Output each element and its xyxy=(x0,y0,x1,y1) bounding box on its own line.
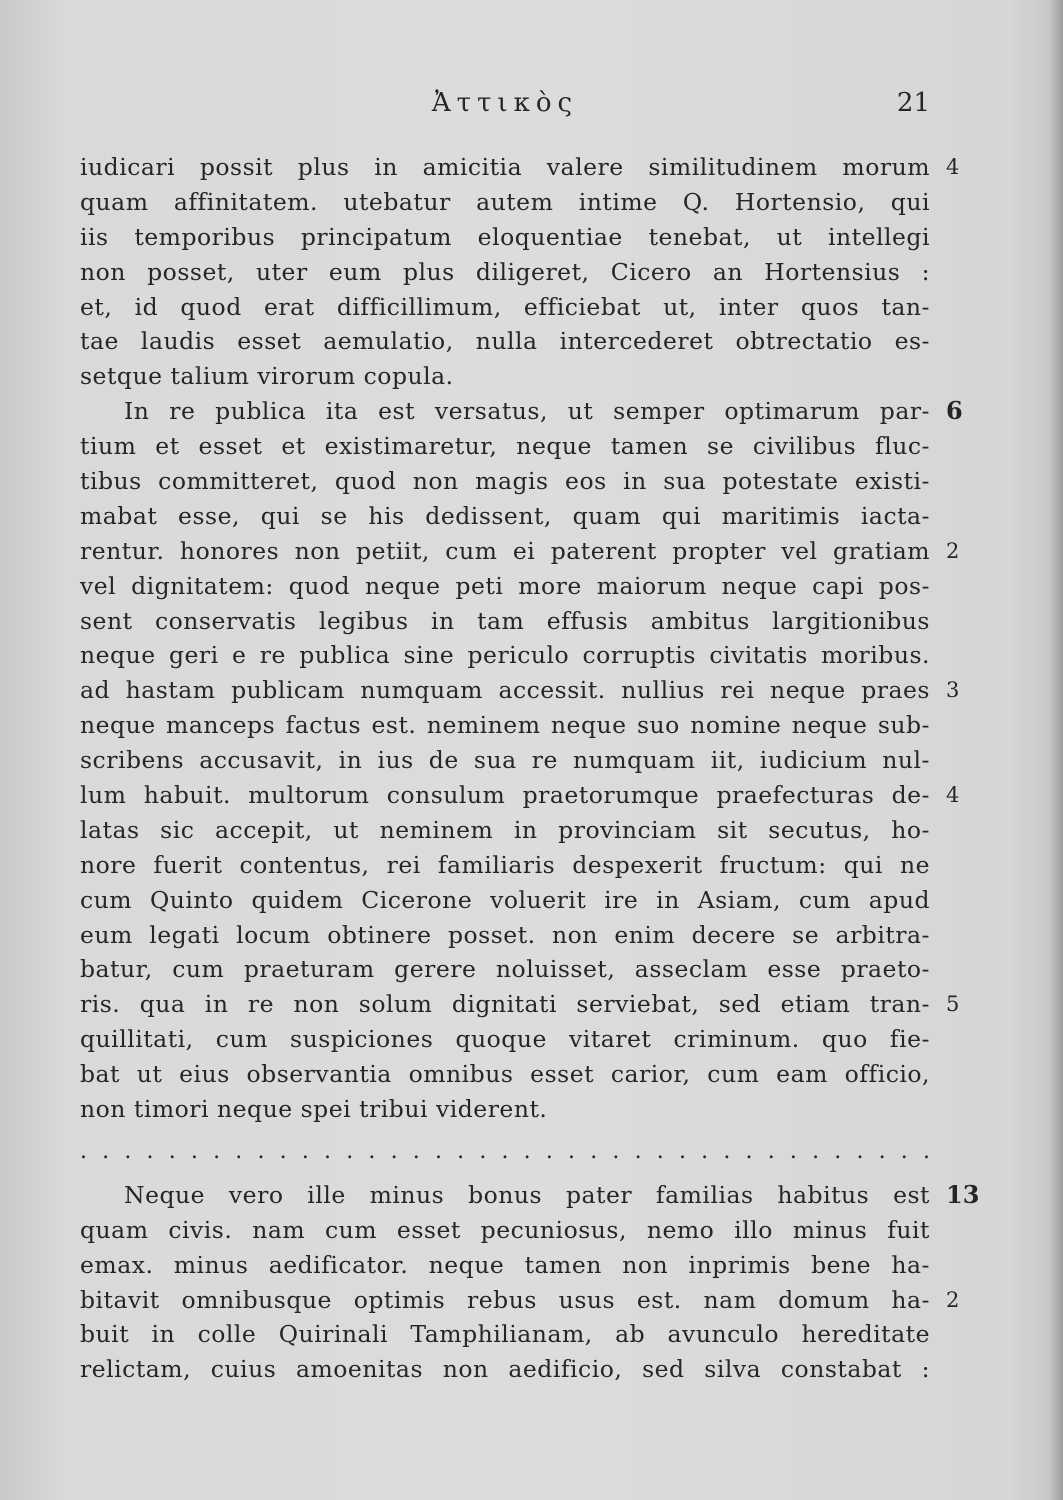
line-text: relictam, cuius amoenitas non aedificio, sed silva constabat : xyxy=(80,1355,930,1384)
page-number: 21 xyxy=(896,88,930,118)
text-line xyxy=(80,883,930,918)
line-text: Neque vero ille minus bonus pater familias habitus est xyxy=(124,1180,930,1209)
line-text: vel dignitatem: quod neque peti more maiorum neque capi pos- xyxy=(80,571,930,600)
margin-section-number: 4 xyxy=(946,155,960,179)
line-text: non timori neque spei tribui viderent. xyxy=(80,1095,548,1124)
text-line xyxy=(80,1022,930,1057)
running-title: Ἀττικὸς xyxy=(431,88,579,118)
margin-section-number: 4 xyxy=(946,783,960,808)
text-line xyxy=(80,1213,930,1248)
line-text: tae laudis esset aemulatio, nulla intercederet obtrectatio es- xyxy=(80,327,930,356)
margin-section-number: 3 xyxy=(946,678,960,703)
line-text: ris. qua in re non solum dignitati serviebat, sed etiam tran- xyxy=(80,990,930,1019)
text-line xyxy=(80,1092,930,1127)
text-line xyxy=(80,185,930,220)
body-text xyxy=(80,150,980,1387)
text-line xyxy=(80,952,930,987)
text-line xyxy=(80,987,960,1022)
text-line xyxy=(80,813,930,848)
text-line xyxy=(80,534,960,569)
line-text: scribens accusavit, in ius de sua re numquam iit, iudicium nul- xyxy=(80,746,930,775)
text-line xyxy=(80,1057,930,1092)
text-line xyxy=(80,1317,930,1352)
spacer xyxy=(80,1127,930,1135)
text-line xyxy=(80,918,930,953)
text-line xyxy=(80,673,960,708)
line-text: quam affinitatem. utebatur autem intime Q. Hortensio, qui xyxy=(80,187,930,216)
text-line xyxy=(80,324,930,359)
line-text: iis temporibus principatum eloquentiae tenebat, ut intellegi xyxy=(80,222,930,251)
text-line xyxy=(80,1248,930,1283)
line-text: bat ut eius observantia omnibus esset carior, cum eam officio, xyxy=(80,1060,930,1089)
margin-section-number: 5 xyxy=(946,992,960,1017)
line-text: et, id quod erat difficillimum, efficiebat ut, inter quos tan- xyxy=(80,292,930,321)
line-text: ad hastam publicam numquam accessit. nullius rei neque praes xyxy=(80,676,930,705)
ellipsis-row xyxy=(80,1135,930,1170)
text-line xyxy=(80,394,963,429)
text-line xyxy=(80,255,930,290)
line-text: batur, cum praeturam gerere noluisset, asseclam esse praeto- xyxy=(80,955,930,984)
margin-section-number: 6 xyxy=(946,396,963,426)
text-line xyxy=(80,604,930,639)
line-text: In re publica ita est versatus, ut semper optimarum par- xyxy=(124,397,930,426)
line-text: lum habuit. multorum consulum praetorumque praefecturas de- xyxy=(80,781,930,810)
line-text: eum legati locum obtinere posset. non enim decere se arbitra- xyxy=(80,920,930,949)
text-line xyxy=(80,429,930,464)
text-line xyxy=(80,464,930,499)
line-text: sent conservatis legibus in tam effusis ambitus largitionibus xyxy=(80,606,930,635)
text-line xyxy=(80,708,930,743)
line-text: emax. minus aedificator. neque tamen non inprimis bene ha- xyxy=(80,1250,930,1279)
text-line xyxy=(80,499,930,534)
text-line xyxy=(80,848,930,883)
line-text: buit in colle Quirinali Tamphilianam, ab avunculo hereditate xyxy=(80,1320,930,1349)
line-text: non posset, uter eum plus diligeret, Cicero an Hortensius : xyxy=(80,257,930,286)
line-text: latas sic accepit, ut neminem in provinciam sit secutus, ho- xyxy=(80,815,930,844)
page-header xyxy=(80,88,930,128)
line-text: quillitati, cum suspiciones quoque vitaret criminum. quo fie- xyxy=(80,1025,930,1054)
line-text: setque talium virorum copula. xyxy=(80,362,454,391)
line-text: rentur. honores non petiit, cum ei paterent propter vel gratiam xyxy=(80,536,930,565)
text-line xyxy=(80,743,930,778)
line-text: iudicari possit plus in amicitia valere similitudinem morum xyxy=(80,153,930,181)
text-line xyxy=(80,359,930,394)
text-line xyxy=(80,1352,930,1387)
margin-section-number: 2 xyxy=(946,538,960,563)
text-line xyxy=(80,1283,960,1318)
line-text: nore fuerit contentus, rei familiaris despexerit fructum: qui ne xyxy=(80,850,930,879)
line-text: neque manceps factus est. neminem neque suo nomine neque sub- xyxy=(80,711,930,740)
line-text: cum Quinto quidem Cicerone voluerit ire in Asiam, cum apud xyxy=(80,885,930,914)
line-text: neque geri e re publica sine periculo corruptis civitatis moribus. xyxy=(80,641,930,670)
text-line xyxy=(80,1178,980,1213)
line-text: mabat esse, qui se his dedissent, quam qui maritimis iacta- xyxy=(80,501,930,530)
margin-section-number: 2 xyxy=(946,1287,960,1312)
line-text: quam civis. nam cum esset pecuniosus, nemo illo minus fuit xyxy=(80,1215,930,1244)
text-line xyxy=(80,569,930,604)
spacer xyxy=(80,1170,930,1178)
text-line xyxy=(80,290,930,325)
scan-shadow-edge xyxy=(1049,0,1063,1500)
text-line xyxy=(80,638,930,673)
text-line xyxy=(80,220,930,255)
line-text: bitavit omnibusque optimis rebus usus est. nam domum ha- xyxy=(80,1285,930,1314)
line-text: tium et esset et existimaretur, neque tamen se civilibus fluc- xyxy=(80,432,930,461)
ellipsis-dots: . . . . . . . . . . . . . . . . . . . . . . . . . . . . . . . . . . . . . . . xyxy=(80,1138,930,1164)
text-line xyxy=(80,778,960,813)
text-line xyxy=(80,150,960,185)
line-text: tibus committeret, quod non magis eos in sua potestate existi- xyxy=(80,467,930,496)
margin-section-number: 13 xyxy=(946,1179,980,1209)
